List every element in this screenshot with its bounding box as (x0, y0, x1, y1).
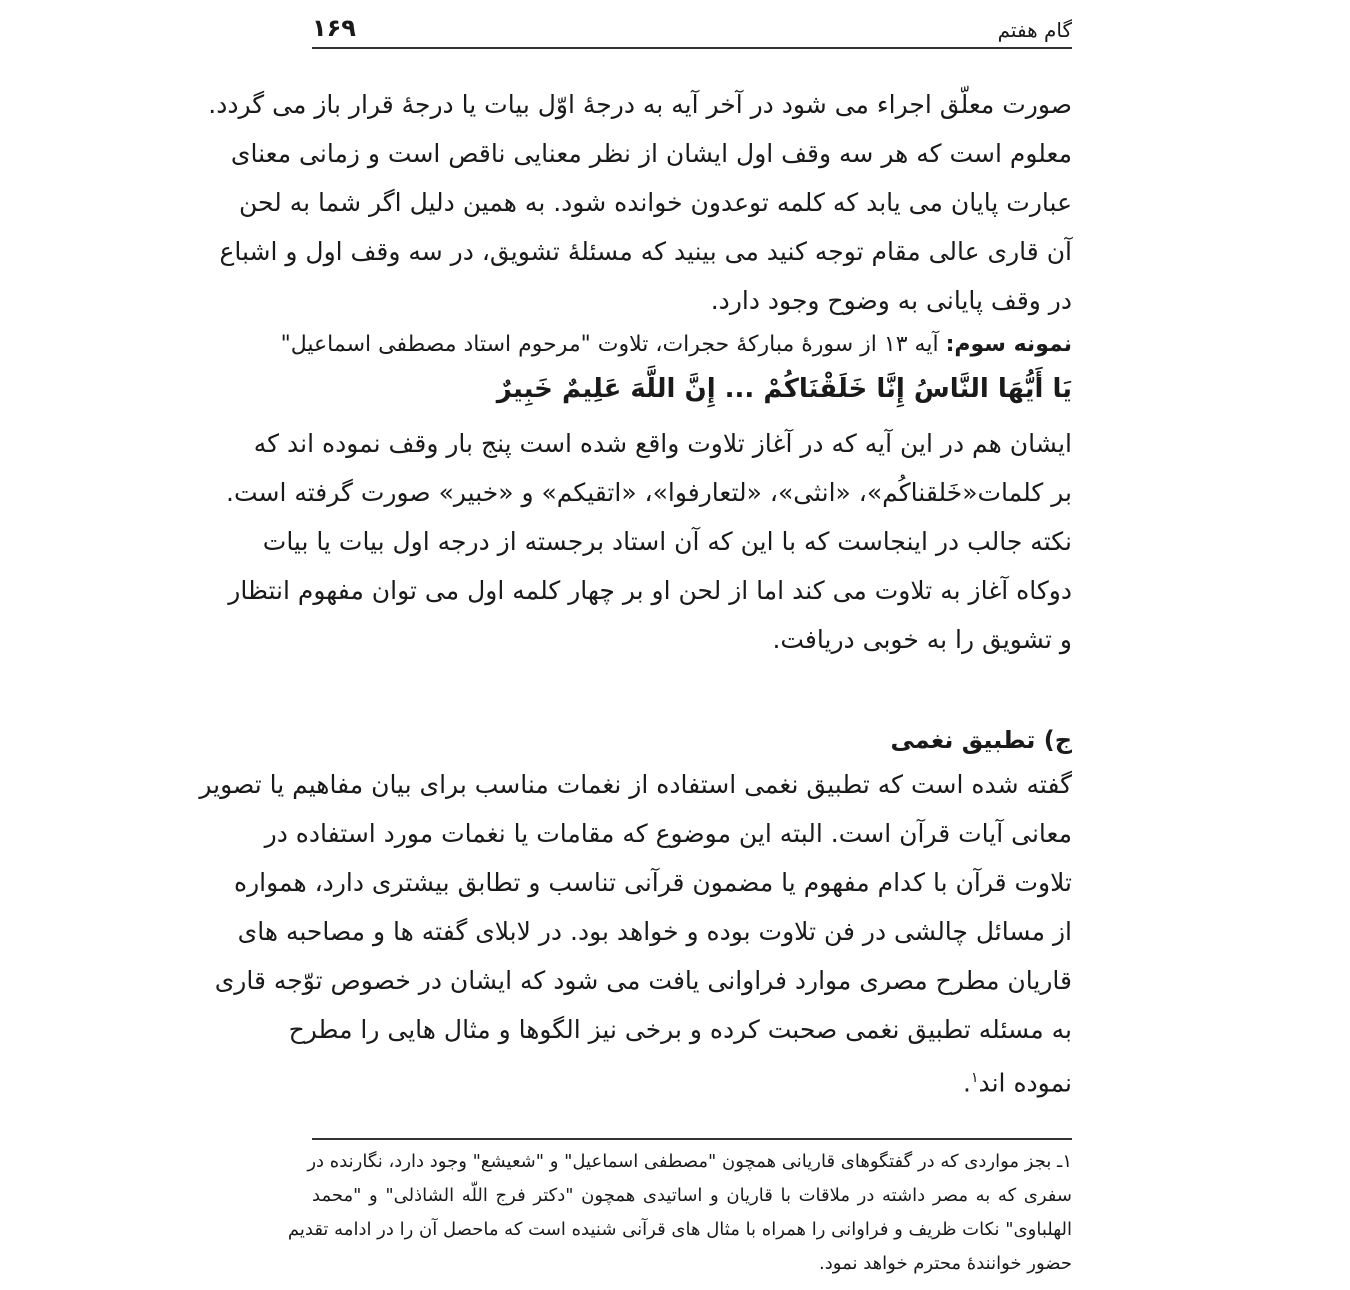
text-line: عبارت پایان می یابد که کلمه توعدون خوانده شود. به همین دلیل اگر شما به لحن (238, 188, 1072, 217)
footnote-rule (312, 1138, 1072, 1140)
page-body (199, 80, 1072, 1103)
running-title: گام هفتم (997, 18, 1072, 42)
paragraph-3 (228, 517, 1072, 664)
footnotes (287, 1145, 1072, 1281)
footnote-reference[interactable]: ۱ (970, 1070, 979, 1086)
text-line: قاریان مطرح مصری موارد فراوانی یافت می شود که ایشان در خصوص توّجه قاری (214, 966, 1072, 995)
footnote-line: حضور خوانندهٔ محترم خواهد نمود. (819, 1253, 1072, 1274)
example-3 (280, 325, 1072, 419)
text-line: در وقف پایانی به وضوح وجود دارد. (710, 286, 1072, 315)
text-line: دوکاه آغاز به تلاوت می کند اما از لحن او بر چهار کلمه اول می توان مفهوم انتظار (228, 576, 1072, 605)
page-number: ۱۶۹ (312, 14, 356, 42)
footnote-line: سفری که به مصر داشته در ملاقات با قاریان و اساتیدی همچون "دکتر فرج اللّه الشاذلی" و "محمد (312, 1185, 1072, 1206)
text-line (312, 1054, 1072, 1103)
header-rule (312, 47, 1072, 49)
text-line: ایشان هم در این آیه که در آغاز تلاوت واقع شده است پنج بار وقف نموده اند که (253, 429, 1072, 458)
paragraph-4 (199, 760, 1072, 1103)
page-header (312, 12, 1072, 48)
text-line: آن قاری عالی مقام توجه کنید می بینید که مسئلهٔ تشویق، در سه وقف اول و اشباع (219, 237, 1072, 266)
example-heading (280, 325, 1072, 365)
text-line: معلوم است که هر سه وقف اول ایشان از نظر معنایی ناقص است و زمانی معنای (230, 139, 1072, 168)
text-line: معانی آیات قرآن است. البته این موضوع که مقامات یا نغمات مورد استفاده در (264, 819, 1072, 848)
text-line: گفته شده است که تطبیق نغمی استفاده از نغمات مناسب برای بیان مفاهیم یا تصویر (199, 770, 1072, 799)
paragraph-2 (226, 419, 1072, 517)
example-label: نمونه سوم: (945, 332, 1072, 357)
text-line: صورت معلّق اجراء می شود در آخر آیه به درجهٔ اوّل بیات یا درجهٔ قرار باز می گردد. (208, 90, 1072, 119)
text-line: از مسائل چالشی در فن تلاوت بوده و خواهد بود. در لابلای گفته ها و مصاحبه های (237, 917, 1072, 946)
paragraph-1 (208, 80, 1072, 325)
footnote-line: ۱ـ بجز مواردی که در گفتگوهای قاریانی همچون "مصطفی اسماعیل" و "شعیشع" وجود دارد، نگارنده در (307, 1151, 1072, 1172)
period: . (962, 1068, 971, 1098)
text-line-content: نموده اند (978, 1068, 1072, 1098)
text-line: به مسئله تطبیق نغمی صحبت کرده و برخی نیز الگوها و مثال هایی را مطرح (288, 1015, 1072, 1044)
example-text: آیه ۱۳ از سورهٔ مبارکهٔ حجرات، تلاوت "مرحوم استاد مصطفی اسماعیل" (280, 332, 946, 357)
text-line: و تشویق را به خوبی دریافت. (772, 625, 1072, 654)
footnote-line: الهلباوی" نکات ظریف و فراوانی را همراه با مثال های قرآنی شنیده است که ماحصل آن را در ادامه تقدیم (287, 1219, 1072, 1240)
section-title: ج) تطبیق نغمی (890, 726, 1072, 754)
text-line: بر کلمات«خَلقناکُم»، «انثی»، «لتعارفوا»، «اتقیکم» و «خبیر» صورت گرفته است. (226, 478, 1072, 507)
text-line: نکته جالب در اینجاست که با این که آن استاد برجسته از درجه اول بیات یا بیات (262, 527, 1072, 556)
text-line: تلاوت قرآن با کدام مفهوم یا مضمون قرآنی تناسب و تطابق بیشتری دارد، همواره (234, 868, 1072, 897)
quran-verse: يَا أَيُّهَا النَّاسُ إِنَّا خَلَقْنَاكُمْ ... إِنَّ اللَّهَ عَلِيمٌ خَبِيرٌ (496, 374, 1072, 404)
